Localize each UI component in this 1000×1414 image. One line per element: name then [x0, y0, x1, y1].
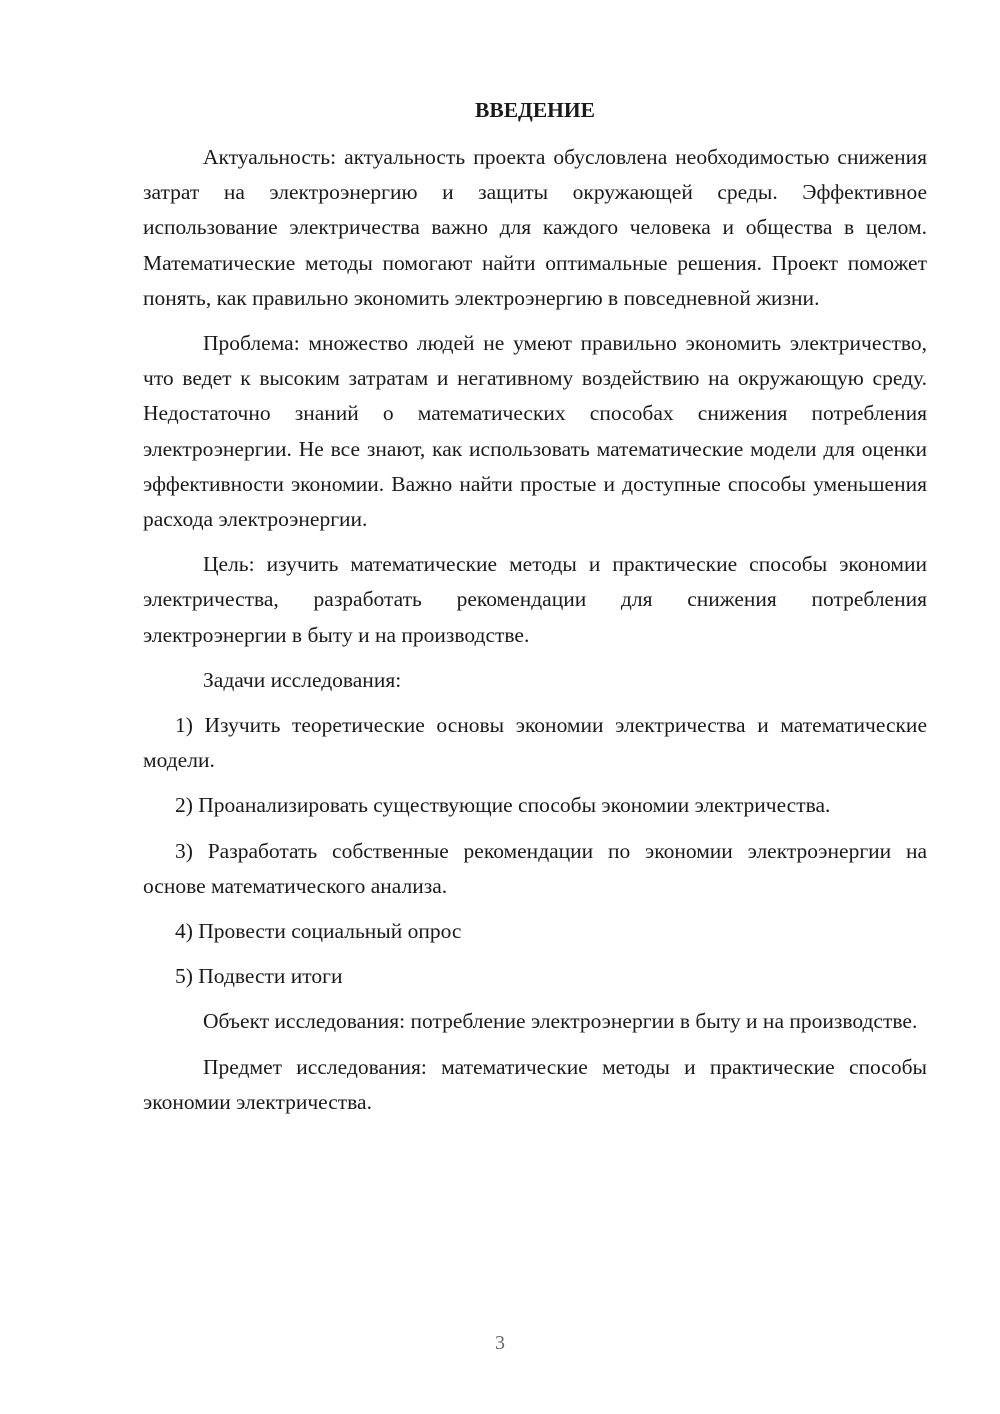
subject-paragraph: Предмет исследования: математические методы и практические способы экономии электричества.	[143, 1054, 927, 1114]
document-page	[143, 90, 927, 1130]
relevance-paragraph: Актуальность: актуальность проекта обусловлена необходимостью снижения затрат на электроэнергию и защиты окружающей среды. Эффективное использование электричества важно для каждого человека и общества в целом. Математические методы помогают найти оптимальные решения. Проект поможет понять, как правильно экономить электроэнергию в повседневной жизни.	[143, 145, 927, 310]
task-item-1: 1) Изучить теоретические основы экономии электричества и математические модели.	[143, 713, 927, 773]
page-number: 3	[495, 1332, 505, 1354]
tasks-heading: Задачи исследования:	[203, 667, 402, 692]
problem-paragraph: Проблема: множество людей не умеют правильно экономить электричество, что ведет к высоким затратам и негативному воздействию на окружающую среду. Недостаточно знаний о математических способах снижения потребления электроэнергии. Не все знают, как использовать математические модели для оценки эффективности экономии. Важно найти простые и доступные способы уменьшения расхода электроэнергии.	[143, 331, 927, 532]
task-item-4: 4) Провести социальный опрос	[175, 919, 462, 944]
task-item-3: 3) Разработать собственные рекомендации по экономии электроэнергии на основе математического анализа.	[143, 838, 927, 898]
object-paragraph: Объект исследования: потребление электроэнергии в быту и на производстве.	[203, 1009, 918, 1034]
task-item-2: 2) Проанализировать существующие способы экономии электричества.	[175, 793, 831, 818]
section-title: ВВЕДЕНИЕ	[475, 98, 595, 122]
task-item-5: 5) Подвести итоги	[175, 964, 343, 989]
goal-paragraph: Цель: изучить математические методы и практические способы экономии электричества, разработать рекомендации для снижения потребления электроэнергии в быту и на производстве.	[143, 552, 927, 647]
